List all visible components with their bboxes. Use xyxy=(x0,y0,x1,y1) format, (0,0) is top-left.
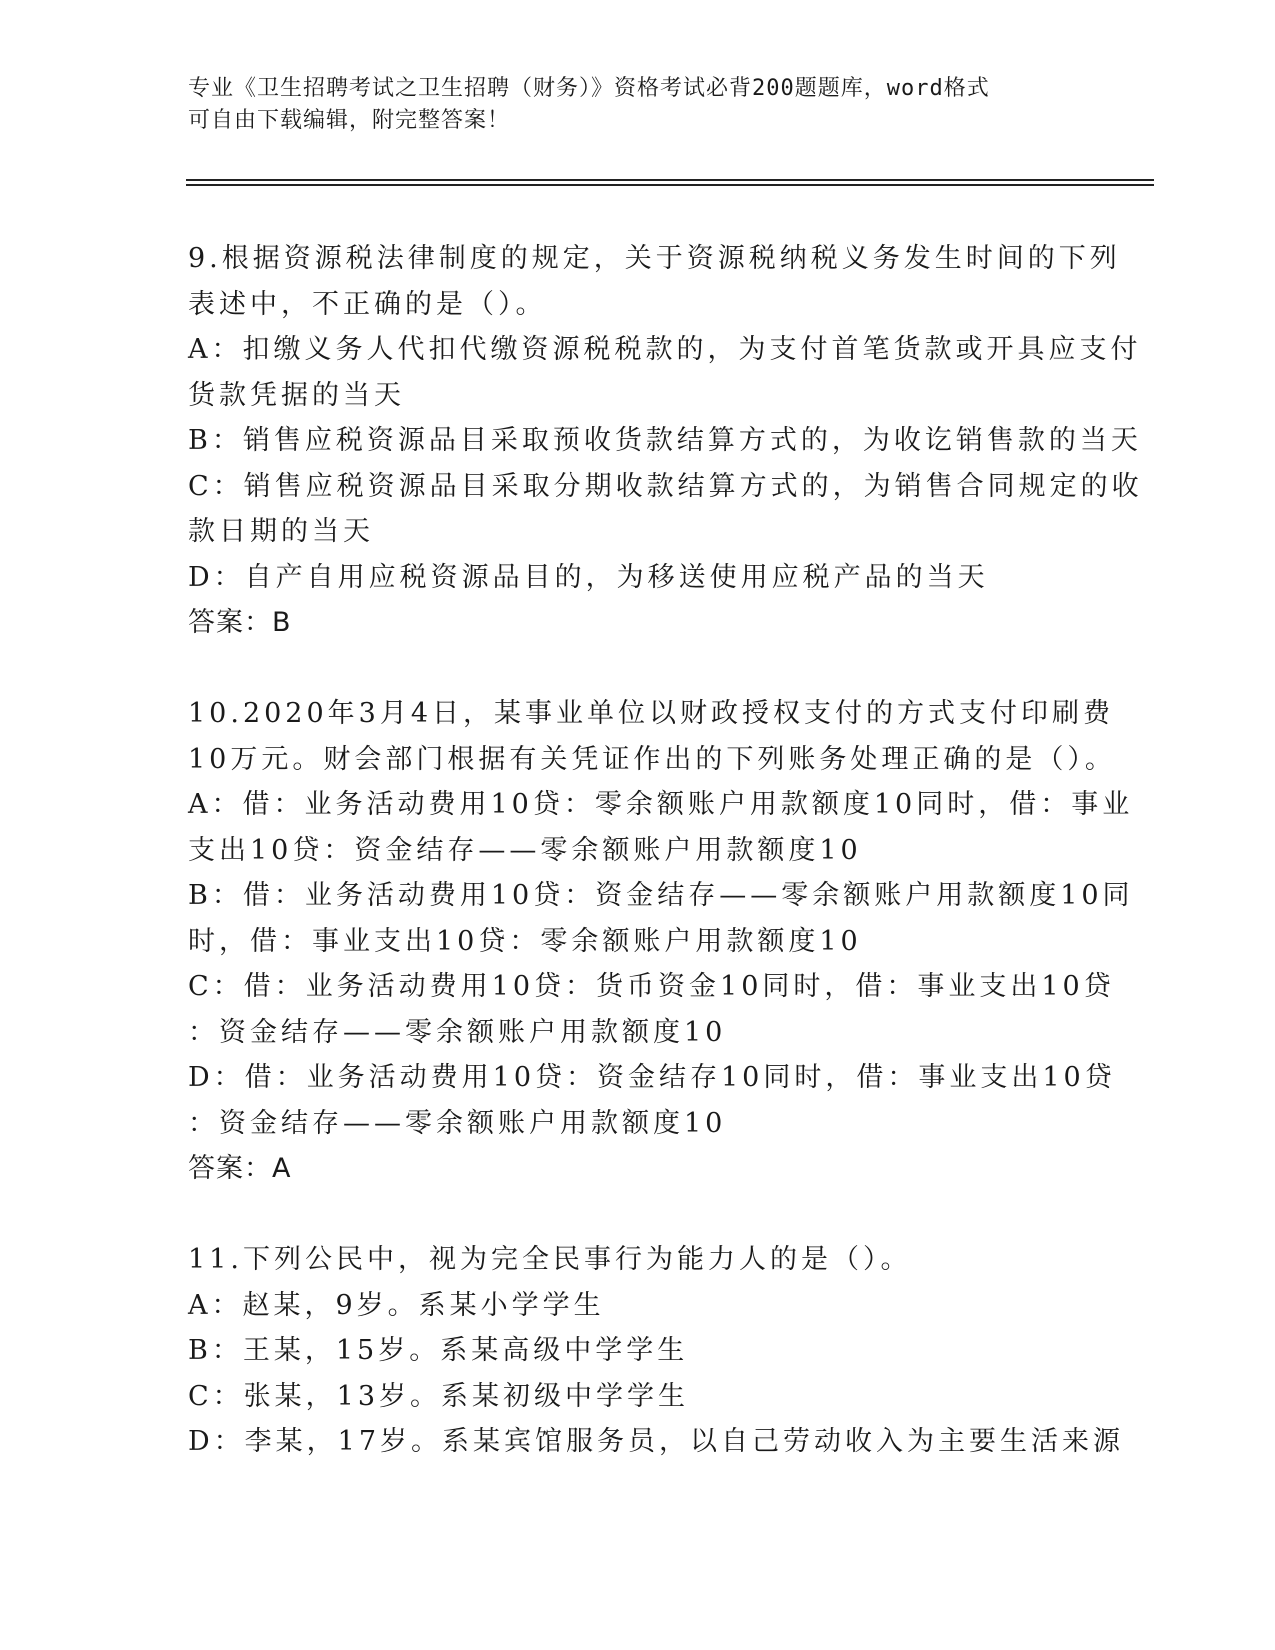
question-11 xyxy=(188,1237,1125,1465)
option-c: C：借：业务活动费用10贷：货币资金10同时，借：事业支出10贷 xyxy=(188,971,1115,1002)
option-b: 时，借：事业支出10贷：零余额账户用款额度10 xyxy=(188,925,862,957)
question-9 xyxy=(188,236,1143,646)
question-text: 10万元。财会部门根据有关凭证作出的下列账务处理正确的是（）。 xyxy=(188,743,1116,775)
option-c: 款日期的当天 xyxy=(188,516,374,547)
option-a: A：借：业务活动费用10贷：零余额账户用款额度10同时，借：事业 xyxy=(188,789,1134,820)
option-d: D：自产自用应税资源品目的，为移送使用应税产品的当天 xyxy=(188,561,989,593)
option-d: ：资金结存——零余额账户用款额度10 xyxy=(188,1107,727,1139)
option-c: C：销售应税资源品目采取分期收款结算方式的，为销售合同规定的收 xyxy=(188,470,1143,502)
question-text: 9.根据资源税法律制度的规定，关于资源税纳税义务发生时间的下列 xyxy=(188,243,1121,274)
option-c: C：张某，13岁。系某初级中学学生 xyxy=(188,1380,690,1412)
question-text: 表述中，不正确的是（）。 xyxy=(188,288,547,320)
option-c: ：资金结存——零余额账户用款额度10 xyxy=(188,1016,727,1048)
header-line: 专业《卫生招聘考试之卫生招聘（财务）》资格考试必背200题题库，word格式 xyxy=(188,76,990,101)
option-b: B：借：业务活动费用10贷：资金结存——零余额账户用款额度10同 xyxy=(188,880,1134,911)
header-divider xyxy=(186,184,1154,186)
answer: 答案：B xyxy=(188,607,292,638)
answer: 答案：A xyxy=(188,1153,292,1184)
document-header xyxy=(188,73,1088,137)
option-d: D：李某，17岁。系某宾馆服务员，以自己劳动收入为主要生活来源 xyxy=(188,1426,1125,1457)
question-text: 10.2020年3月4日，某事业单位以财政授权支付的方式支付印刷费 xyxy=(188,698,1115,729)
header-divider xyxy=(186,179,1154,181)
question-list xyxy=(188,236,1143,1510)
option-a: 货款凭据的当天 xyxy=(188,379,405,411)
option-a: A：赵某，9岁。系某小学学生 xyxy=(188,1289,605,1321)
option-b: B：销售应税资源品目采取预收货款结算方式的，为收讫销售款的当天 xyxy=(188,425,1142,456)
question-10 xyxy=(188,691,1134,1192)
header-line: 可自由下载编辑，附完整答案！ xyxy=(188,108,511,133)
option-a: 支出10贷：资金结存——零余额账户用款额度10 xyxy=(188,834,862,866)
option-b: B：王某，15岁。系某高级中学学生 xyxy=(188,1335,689,1366)
option-d: D：借：业务活动费用10贷：资金结存10同时，借：事业支出10贷 xyxy=(188,1062,1116,1093)
question-text: 11.下列公民中，视为完全民事行为能力人的是（）。 xyxy=(188,1244,912,1275)
option-a: A：扣缴义务人代扣代缴资源税税款的，为支付首笔货款或开具应支付 xyxy=(188,334,1142,365)
